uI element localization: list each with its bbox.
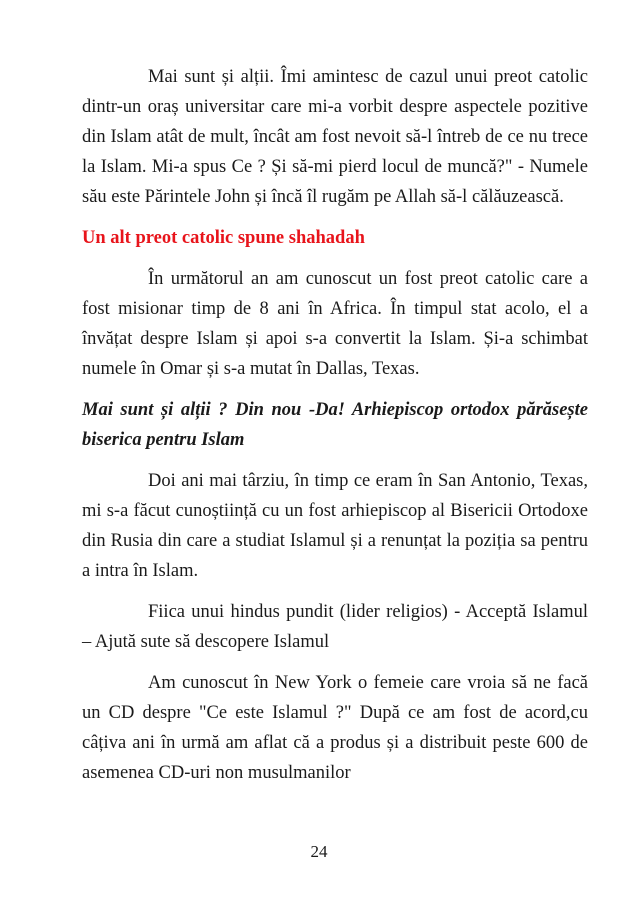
- page-body: [82, 62, 588, 788]
- paragraph-omar: În următorul an am cunoscut un fost preot catolic care a fost misionar timp de 8 ani în Africa. În timpul stat acolo, el a învățat despre Islam și apoi s-a convertit la Islam. Și-a schimbat numele în Omar și s-a mutat în Dallas, Texas.: [82, 269, 588, 379]
- page-number: 24: [310, 842, 328, 861]
- section-heading-shahadah: Un alt preot catolic spune shahadah: [82, 228, 365, 248]
- paragraph-new-york-cd: Am cunoscut în New York o femeie care vroia să ne facă un CD despre "Ce este Islamul ?" După ce am fost de acord,cu câțiva ani în urmă am aflat că a produs și a distribuit peste 600 de asemenea CD-uri non musulmanilor: [82, 673, 588, 783]
- paragraph-hindu-pundit: Fiica unui hindus pundit (lider religios) - Acceptă Islamul – Ajută sute să descopere Islamul: [82, 602, 588, 652]
- paragraph-archbishop: Doi ani mai târziu, în timp ce eram în San Antonio, Texas, mi s-a făcut cunoștiință cu un fost arhiepiscop al Bisericii Ortodoxe din Rusia din care a studiat Islamul și a renunțat la poziția sa pentru a intra în Islam.: [82, 471, 588, 581]
- paragraph-father-john: Mai sunt și alții. Îmi amintesc de cazul unui preot catolic dintr-un oraș universitar care mi-a vorbit despre aspectele pozitive din Islam atât de mult, încât am fost nevoit să-l întreb de ce nu trece la Islam. Mi-a spus Ce ? Și să-mi pierd locul de muncă?" - Numele său este Părintele John și încă îl rugăm pe Allah să-l călăuzească.: [82, 67, 588, 207]
- section-heading-archbishop: Mai sunt și alții ? Din nou -Da! Arhiepiscop ortodox părăsește biserica pentru Islam: [82, 400, 588, 450]
